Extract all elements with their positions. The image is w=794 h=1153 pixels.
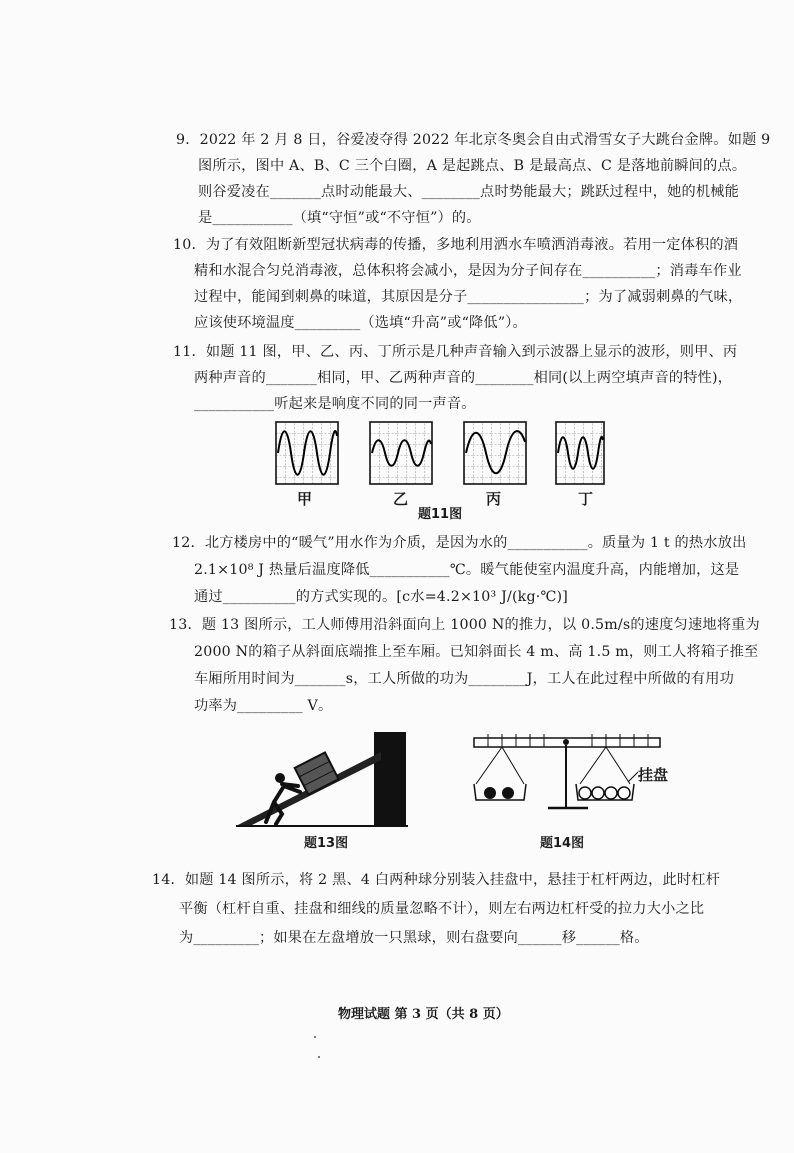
question-13-line-4: 功率为_________ V。 <box>194 698 333 714</box>
question-13-line-3: 车厢所用时间为_______s，工人所做的功为________J，工人在此过程中所做的有用功 <box>194 671 735 687</box>
oscilloscope-waveforms-figure <box>270 420 610 490</box>
scan-speck <box>314 1036 316 1038</box>
question-14-line-1: 14．如题 14 图所示，将 2 黑、4 白两种球分别装入挂盘中，悬挂于杠杆两边，此时杠杆 <box>152 872 721 888</box>
question-10-line-3: 过程中，能闻到刺鼻的味道，其原因是分子________________；为了减弱刺鼻的气味， <box>194 289 743 305</box>
incline-worker-figure <box>236 730 411 830</box>
pan-label: 挂盘 <box>638 766 669 784</box>
question-12-line-2: 2.1×10⁸ J 热量后温度降低___________℃。暖气能使室内温度升高，内能增加，这是 <box>194 562 740 578</box>
question-9-line-3: 则谷爱凌在_______点时动能最大、________点时势能最大；跳跃过程中，她的机械能 <box>198 184 740 200</box>
question-11-line-3: ___________听起来是响度不同的同一声音。 <box>194 396 476 412</box>
question-9-line-1: 9．2022 年 2 月 8 日，谷爱凌夺得 2022 年北京冬奥会自由式滑雪女子大跳台金牌。如题 9 <box>176 132 771 148</box>
question-11-line-2: 两种声音的_______相同，甲、乙两种声音的________相同(以上两空填声音的特性)， <box>194 370 733 386</box>
question-10-line-2: 精和水混合匀兑消毒液，总体积将会减小，是因为分子间存在__________；消毒车作业 <box>194 263 742 279</box>
waveform-jia <box>276 422 338 484</box>
question-13-line-1: 13．题 13 图所示，工人师傅用沿斜面向上 1000 N的推力，以 0.5m/s的速度匀速地将重为 <box>169 617 760 633</box>
question-11-line-1: 11．如题 11 图，甲、乙、丙、丁所示是几种声音输入到示波器上显示的波形，则甲、丙 <box>173 344 738 360</box>
page-footer: 物理试题 第 3 页（共 8 页） <box>338 1007 509 1022</box>
question-13-line-2: 2000 N的箱子从斜面底端推上至车厢。已知斜面长 4 m、高 1.5 m，则工人将箱子推至 <box>194 644 759 660</box>
question-14-line-2: 平衡（杠杆自重、挂盘和细线的质量忽略不计），则左右两边杠杆受的拉力大小之比 <box>179 901 705 917</box>
waveform-label-bing: 丙 <box>486 490 502 508</box>
figure-14-caption: 题14图 <box>540 836 585 851</box>
waveform-label-jia: 甲 <box>297 490 313 508</box>
waveform-bing <box>464 422 526 484</box>
question-10-line-1: 10．为了有效阻断新型冠状病毒的传播，多地利用洒水车喷洒消毒液。若用一定体积的酒 <box>173 237 739 253</box>
question-12-line-3: 通过__________的方式实现的。[c水=4.2×10³ J/(kg·℃)] <box>194 589 569 605</box>
waveform-label-yi: 乙 <box>393 490 409 508</box>
figure-11-caption: 题11图 <box>418 507 463 522</box>
figure-13-caption: 题13图 <box>304 836 349 851</box>
waveform-ding <box>556 422 604 484</box>
question-9-line-2: 图所示，图中 A、B、C 三个白圈，A 是起跳点、B 是最高点、C 是落地前瞬间的点。 <box>198 158 747 174</box>
scan-speck <box>318 1056 320 1058</box>
question-9-line-4: 是___________（填“守恒”或“不守恒”）的。 <box>198 210 481 226</box>
question-10-line-4: 应该使环境温度_________（选填“升高”或“降低”）。 <box>194 315 527 331</box>
waveform-label-ding: 丁 <box>578 490 594 508</box>
question-14-line-3: 为_________；如果在左盘增放一只黑球，则右盘要向______移______格。 <box>179 930 649 946</box>
waveform-yi <box>370 422 432 484</box>
question-12-line-1: 12．北方楼房中的“暖气”用水作为介质，是因为水的___________。质量为 1 t 的热水放出 <box>172 535 747 551</box>
